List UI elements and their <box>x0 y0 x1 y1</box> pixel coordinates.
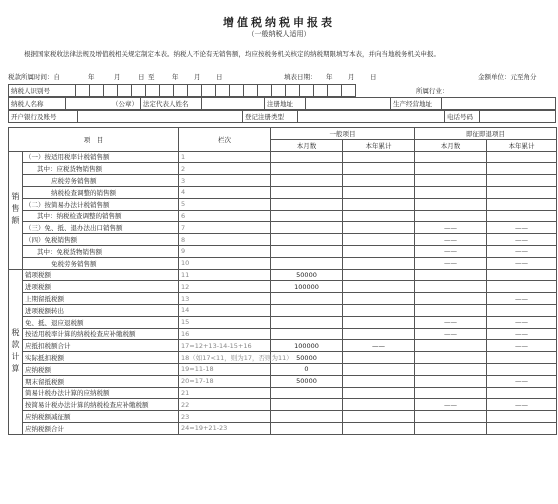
row-item-label: （三）免、抵、退办法出口销售额 <box>23 222 179 234</box>
reg-type-value[interactable] <box>298 111 445 123</box>
form-title: 增值税纳税申报表 <box>223 16 335 29</box>
immediate-month-cell[interactable]: —— <box>415 245 487 257</box>
general-cumulative-cell[interactable] <box>343 257 415 269</box>
row-item-label: 期末留抵税额 <box>23 375 179 387</box>
general-cumulative-cell[interactable] <box>343 175 415 187</box>
table-row <box>9 163 557 175</box>
row-col-number: 20=17-18 <box>179 375 271 387</box>
unit-label: 金额单位：元至角分 <box>478 73 537 81</box>
row-item-label: 应纳税额 <box>23 363 179 375</box>
declaration-table <box>8 127 557 435</box>
immediate-cumulative-cell[interactable] <box>487 269 557 281</box>
id-digit-box[interactable] <box>230 85 244 97</box>
id-digit-box[interactable] <box>76 85 90 97</box>
row-item-label: 简易计税办法计算的应纳税额 <box>23 387 179 399</box>
immediate-month-cell[interactable] <box>415 175 487 187</box>
general-month-cell[interactable]: 100000 <box>271 340 343 352</box>
table-row <box>9 399 557 411</box>
row-col-number: 18（如17<11，则为17，否则为11） <box>179 352 271 364</box>
id-digit-box[interactable] <box>258 85 272 97</box>
id-digit-box[interactable] <box>286 85 300 97</box>
table-row <box>9 234 557 246</box>
general-month-cell[interactable] <box>271 151 343 163</box>
table-row <box>9 151 557 163</box>
row-col-number: 19=11-18 <box>179 363 271 375</box>
taxpayer-seal-cell[interactable]: （公章） <box>66 98 141 110</box>
row-col-number: 22 <box>179 399 271 411</box>
immediate-cumulative-cell[interactable]: —— <box>487 257 557 269</box>
fill-date-label: 填表日期： <box>284 73 317 81</box>
general-month-cell[interactable] <box>271 411 343 423</box>
id-digit-box[interactable] <box>202 85 216 97</box>
general-cumulative-cell[interactable] <box>343 363 415 375</box>
bank-account-label: 开户银行及账号 <box>9 111 78 123</box>
general-cumulative-cell[interactable] <box>343 151 415 163</box>
immediate-month-cell[interactable] <box>415 422 487 434</box>
row-item-label: 应纳税额合计 <box>23 422 179 434</box>
table-row <box>9 281 557 293</box>
fill-year: 年 <box>326 73 333 81</box>
row-col-number: 11 <box>179 269 271 281</box>
row-item-label: （四）免税销售额 <box>23 234 179 246</box>
general-cumulative-cell[interactable] <box>343 304 415 316</box>
general-month-cell[interactable] <box>271 387 343 399</box>
period-year-end: 年 <box>172 73 179 81</box>
general-month-cell[interactable] <box>271 198 343 210</box>
immediate-cumulative-cell[interactable]: —— <box>487 340 557 352</box>
table-row <box>9 222 557 234</box>
id-digit-box[interactable] <box>160 85 174 97</box>
id-digit-box[interactable] <box>272 85 286 97</box>
immediate-cumulative-cell[interactable] <box>487 210 557 222</box>
general-month-cell[interactable] <box>271 163 343 175</box>
immediate-cumulative-cell[interactable]: —— <box>487 293 557 305</box>
immediate-cumulative-cell[interactable] <box>487 163 557 175</box>
immediate-cumulative-cell[interactable]: —— <box>487 234 557 246</box>
table-row <box>9 293 557 305</box>
biz-address-value[interactable] <box>442 98 556 110</box>
period-year: 年 <box>88 73 95 81</box>
general-month-cell[interactable] <box>271 304 343 316</box>
immediate-month-cell[interactable] <box>415 411 487 423</box>
general-cumulative-cell[interactable] <box>343 222 415 234</box>
row-col-number: 16 <box>179 328 271 340</box>
id-digit-box[interactable] <box>216 85 230 97</box>
row-item-label: 应税劳务销售额 <box>23 175 179 187</box>
row-item-label: 免税劳务销售额 <box>23 257 179 269</box>
immediate-cumulative-cell[interactable] <box>487 186 557 198</box>
period-month: 月 <box>114 73 121 81</box>
immediate-cumulative-cell[interactable]: —— <box>487 316 557 328</box>
row-item-label: 应纳税额减征额 <box>23 411 179 423</box>
form-note: 根据国家税收法律法规及增值税相关规定制定本表。纳税人不论有无销售额，均应按税务机关核定的纳税期限填写本表，并向当地税务机关申报。 <box>24 50 440 58</box>
row-item-label: 上期留抵税额 <box>23 293 179 305</box>
row-col-number: 14 <box>179 304 271 316</box>
table-row <box>9 328 557 340</box>
taxpayer-id-row <box>8 84 556 97</box>
row-item-label: 按简易计税办法计算的纳税检查应补缴税额 <box>23 399 179 411</box>
table-body <box>9 151 557 434</box>
row-col-number: 6 <box>179 210 271 222</box>
immediate-month-cell[interactable]: —— <box>415 257 487 269</box>
table-row <box>9 245 557 257</box>
immediate-month-cell[interactable] <box>415 210 487 222</box>
row-col-number: 21 <box>179 387 271 399</box>
immediate-month-cell[interactable]: —— <box>415 234 487 246</box>
general-month-cell[interactable] <box>271 328 343 340</box>
col-header-immediate: 即征即退项目 <box>415 128 557 140</box>
immediate-month-cell[interactable] <box>415 269 487 281</box>
immediate-month-cell[interactable]: —— <box>415 222 487 234</box>
immediate-month-cell[interactable] <box>415 293 487 305</box>
table-row <box>9 175 557 187</box>
immediate-cumulative-cell[interactable] <box>487 304 557 316</box>
general-cumulative-cell[interactable] <box>343 352 415 364</box>
id-digit-box[interactable] <box>132 85 146 97</box>
row-col-number: 9 <box>179 245 271 257</box>
immediate-month-cell[interactable] <box>415 186 487 198</box>
id-digit-box[interactable] <box>174 85 188 97</box>
general-cumulative-cell[interactable] <box>343 328 415 340</box>
general-month-cell[interactable] <box>271 186 343 198</box>
general-cumulative-cell[interactable] <box>343 269 415 281</box>
immediate-month-cell[interactable] <box>415 387 487 399</box>
row-item-label: 进项税额 <box>23 281 179 293</box>
general-month-cell[interactable] <box>271 399 343 411</box>
bank-account-value[interactable] <box>78 111 243 123</box>
table-row <box>9 269 557 281</box>
immediate-month-cell[interactable] <box>415 363 487 375</box>
row-item-label: 按适用税率计算的纳税检查应补缴税额 <box>23 328 179 340</box>
id-digit-box[interactable] <box>314 85 328 97</box>
immediate-cumulative-cell[interactable]: —— <box>487 375 557 387</box>
general-month-cell[interactable]: 100000 <box>271 281 343 293</box>
row-col-number: 13 <box>179 293 271 305</box>
row-col-number: 7 <box>179 222 271 234</box>
general-cumulative-cell[interactable] <box>343 245 415 257</box>
general-cumulative-cell[interactable] <box>343 411 415 423</box>
id-digit-box[interactable] <box>118 85 132 97</box>
general-month-cell[interactable] <box>271 245 343 257</box>
immediate-month-cell[interactable] <box>415 352 487 364</box>
general-month-cell[interactable] <box>271 210 343 222</box>
table-row <box>9 198 557 210</box>
biz-address-label: 生产经营地址 <box>391 98 442 110</box>
row-item-label: 销项税额 <box>23 269 179 281</box>
table-row <box>9 340 557 352</box>
table-row <box>9 387 557 399</box>
id-digit-box[interactable] <box>300 85 314 97</box>
immediate-cumulative-cell[interactable] <box>487 363 557 375</box>
table-row <box>9 363 557 375</box>
phone-value[interactable] <box>480 111 556 123</box>
immediate-cumulative-cell[interactable] <box>487 422 557 434</box>
immediate-month-cell[interactable] <box>415 151 487 163</box>
col-header-col: 栏次 <box>179 128 271 152</box>
id-digit-box[interactable] <box>146 85 160 97</box>
row-item-label: （一）按适用税率计税销售额 <box>23 151 179 163</box>
row-item-label: （二）按简易办法计税销售额 <box>23 198 179 210</box>
row-col-number: 5 <box>179 198 271 210</box>
col-header-general: 一般项目 <box>271 128 415 140</box>
immediate-cumulative-cell[interactable] <box>487 352 557 364</box>
general-month-cell[interactable]: 50000 <box>271 375 343 387</box>
general-month-cell[interactable] <box>271 257 343 269</box>
col-header-immediate-month: 本月数 <box>415 139 487 151</box>
general-cumulative-cell[interactable] <box>343 387 415 399</box>
general-month-cell[interactable]: 0 <box>271 363 343 375</box>
immediate-cumulative-cell[interactable]: —— <box>487 399 557 411</box>
row-col-number: 2 <box>179 163 271 175</box>
reg-type-label: 登记注册类型 <box>243 111 298 123</box>
table-row <box>9 411 557 423</box>
immediate-cumulative-cell[interactable] <box>487 387 557 399</box>
table-row <box>9 257 557 269</box>
row-col-number: 8 <box>179 234 271 246</box>
immediate-month-cell[interactable] <box>415 281 487 293</box>
period-to: 至 <box>148 73 155 81</box>
col-header-item: 项 目 <box>9 128 179 152</box>
row-col-number: 1 <box>179 151 271 163</box>
immediate-month-cell[interactable] <box>415 304 487 316</box>
table-row <box>9 352 557 364</box>
bank-row <box>8 110 556 123</box>
taxpayer-name-row <box>8 97 556 110</box>
table-row <box>9 316 557 328</box>
col-header-general-cumulative: 本年累计 <box>343 139 415 151</box>
general-month-cell[interactable] <box>271 316 343 328</box>
taxpayer-id-label: 纳税人识别号 <box>9 85 76 97</box>
row-col-number: 3 <box>179 175 271 187</box>
table-row <box>9 375 557 387</box>
row-col-number: 23 <box>179 411 271 423</box>
immediate-month-cell[interactable] <box>415 340 487 352</box>
immediate-month-cell[interactable] <box>415 163 487 175</box>
general-month-cell[interactable] <box>271 222 343 234</box>
immediate-month-cell[interactable]: —— <box>415 316 487 328</box>
industry-label: 所属行业： <box>416 87 449 95</box>
row-col-number: 10 <box>179 257 271 269</box>
table-row <box>9 186 557 198</box>
general-cumulative-cell[interactable] <box>343 234 415 246</box>
table-row <box>9 210 557 222</box>
general-cumulative-cell[interactable] <box>343 186 415 198</box>
immediate-cumulative-cell[interactable]: —— <box>487 328 557 340</box>
id-digit-box[interactable] <box>342 85 356 97</box>
general-cumulative-cell[interactable] <box>343 198 415 210</box>
immediate-cumulative-cell[interactable] <box>487 151 557 163</box>
id-digit-box[interactable] <box>328 85 342 97</box>
immediate-cumulative-cell[interactable] <box>487 175 557 187</box>
row-item-label: 进项税额转出 <box>23 304 179 316</box>
section-tax-calc: 税款计算 <box>9 269 23 434</box>
row-col-number: 15 <box>179 316 271 328</box>
immediate-month-cell[interactable] <box>415 198 487 210</box>
reg-address-value[interactable] <box>306 98 391 110</box>
general-month-cell[interactable] <box>271 293 343 305</box>
general-cumulative-cell[interactable] <box>343 422 415 434</box>
general-cumulative-cell[interactable] <box>343 316 415 328</box>
row-item-label: 其中：纳税检查调整的销售额 <box>23 210 179 222</box>
row-item-label: 实际抵扣税额 <box>23 352 179 364</box>
id-digit-box[interactable] <box>90 85 104 97</box>
immediate-cumulative-cell[interactable] <box>487 281 557 293</box>
general-month-cell[interactable]: 50000 <box>271 352 343 364</box>
fill-day: 日 <box>370 73 377 81</box>
taxpayer-name-label: 纳税人名称 <box>9 98 66 110</box>
id-digit-box[interactable] <box>244 85 258 97</box>
form-subtitle: （一般纳税人适用） <box>247 30 311 38</box>
phone-label: 电话号码 <box>445 111 480 123</box>
general-cumulative-cell[interactable] <box>343 399 415 411</box>
row-item-label: 纳税检查调整的销售额 <box>23 186 179 198</box>
row-col-number: 17=12+13-14-15+16 <box>179 340 271 352</box>
general-cumulative-cell[interactable] <box>343 375 415 387</box>
reg-address-label: 注册地址 <box>265 98 306 110</box>
general-month-cell[interactable]: 50000 <box>271 269 343 281</box>
id-digit-box[interactable] <box>104 85 118 97</box>
row-item-label: 免、抵、退应退税额 <box>23 316 179 328</box>
row-item-label: 应抵扣税额合计 <box>23 340 179 352</box>
period-month-end: 月 <box>194 73 201 81</box>
row-item-label: 其中：免税货物销售额 <box>23 245 179 257</box>
period-label: 税款所属时间：自 <box>8 73 60 81</box>
row-item-label: 其中：应税货物销售额 <box>23 163 179 175</box>
general-cumulative-cell[interactable] <box>343 210 415 222</box>
fill-month: 月 <box>348 73 355 81</box>
legal-rep-label: 法定代表人姓名 <box>141 98 202 110</box>
id-digit-box[interactable] <box>188 85 202 97</box>
general-month-cell[interactable] <box>271 175 343 187</box>
period-row <box>8 70 556 82</box>
table-row <box>9 422 557 434</box>
general-cumulative-cell[interactable]: —— <box>343 340 415 352</box>
section-sales: 销售额 <box>9 151 23 269</box>
general-cumulative-cell[interactable] <box>343 293 415 305</box>
immediate-cumulative-cell[interactable] <box>487 198 557 210</box>
immediate-cumulative-cell[interactable]: —— <box>487 222 557 234</box>
immediate-month-cell[interactable] <box>415 375 487 387</box>
row-col-number: 4 <box>179 186 271 198</box>
general-month-cell[interactable] <box>271 234 343 246</box>
col-header-immediate-cumulative: 本年累计 <box>487 139 557 151</box>
period-day: 日 <box>138 73 145 81</box>
general-cumulative-cell[interactable] <box>343 163 415 175</box>
col-header-general-month: 本月数 <box>271 139 343 151</box>
immediate-cumulative-cell[interactable] <box>487 411 557 423</box>
immediate-month-cell[interactable]: —— <box>415 328 487 340</box>
immediate-month-cell[interactable]: —— <box>415 399 487 411</box>
period-day-end: 日 <box>216 73 223 81</box>
general-cumulative-cell[interactable] <box>343 281 415 293</box>
row-col-number: 12 <box>179 281 271 293</box>
general-month-cell[interactable] <box>271 422 343 434</box>
legal-rep-value[interactable] <box>202 98 265 110</box>
immediate-cumulative-cell[interactable]: —— <box>487 245 557 257</box>
row-col-number: 24=19+21-23 <box>179 422 271 434</box>
table-row <box>9 304 557 316</box>
